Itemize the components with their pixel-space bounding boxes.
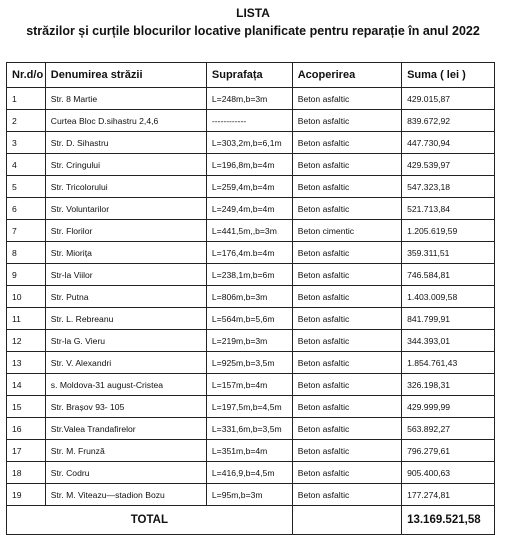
table-row bbox=[7, 396, 495, 418]
cell-area: L=416,9,b=4,5m bbox=[206, 462, 292, 484]
cell-sum: 521.713,84 bbox=[402, 198, 495, 220]
cell-street: Str. Voluntarilor bbox=[45, 198, 206, 220]
cell-area: L=95m,b=3m bbox=[206, 484, 292, 506]
table-row bbox=[7, 374, 495, 396]
cell-nr: 1 bbox=[7, 88, 46, 110]
cell-street: Str. Miorița bbox=[45, 242, 206, 264]
cell-area: L=238,1m,b=6m bbox=[206, 264, 292, 286]
cell-street: Str. M. Frunză bbox=[45, 440, 206, 462]
table-row bbox=[7, 198, 495, 220]
cell-nr: 7 bbox=[7, 220, 46, 242]
cell-area: L=197,5m,b=4,5m bbox=[206, 396, 292, 418]
cell-street: Curtea Bloc D.sihastru 2,4,6 bbox=[45, 110, 206, 132]
table-body bbox=[7, 88, 495, 506]
cell-street: Str.Valea Trandafirelor bbox=[45, 418, 206, 440]
cell-nr: 9 bbox=[7, 264, 46, 286]
cell-street: Str. L. Rebreanu bbox=[45, 308, 206, 330]
cell-cover: Beton asfaltic bbox=[292, 374, 401, 396]
cell-cover: Beton asfaltic bbox=[292, 352, 401, 374]
cell-cover: Beton asfaltic bbox=[292, 154, 401, 176]
cell-area: L=196,8m,b=4m bbox=[206, 154, 292, 176]
cell-cover: Beton asfaltic bbox=[292, 308, 401, 330]
document-subtitle: străzilor și curțile blocurilor locative planificate pentru reparație în anul 2022 bbox=[26, 24, 480, 38]
cell-cover: Beton asfaltic bbox=[292, 462, 401, 484]
table-row bbox=[7, 264, 495, 286]
cell-sum: 905.400,63 bbox=[402, 462, 495, 484]
cell-sum: 563.892,27 bbox=[402, 418, 495, 440]
total-spacer bbox=[292, 506, 401, 535]
cell-area: L=219m,b=3m bbox=[206, 330, 292, 352]
table-row bbox=[7, 484, 495, 506]
header-nr: Nr.d/o bbox=[7, 63, 46, 88]
header-area: Suprafața bbox=[206, 63, 292, 88]
table-header-row bbox=[7, 63, 495, 88]
table-row bbox=[7, 220, 495, 242]
cell-sum: 547.323,18 bbox=[402, 176, 495, 198]
cell-cover: Beton asfaltic bbox=[292, 396, 401, 418]
cell-nr: 15 bbox=[7, 396, 46, 418]
table-row bbox=[7, 330, 495, 352]
cell-sum: 1.205.619,59 bbox=[402, 220, 495, 242]
cell-nr: 5 bbox=[7, 176, 46, 198]
cell-nr: 19 bbox=[7, 484, 46, 506]
cell-nr: 12 bbox=[7, 330, 46, 352]
cell-cover: Beton asfaltic bbox=[292, 484, 401, 506]
cell-area: L=176,4m.b=4m bbox=[206, 242, 292, 264]
cell-area: L=331,6m,b=3,5m bbox=[206, 418, 292, 440]
document-title: LISTA bbox=[236, 6, 270, 20]
cell-sum: 746.584,81 bbox=[402, 264, 495, 286]
cell-nr: 10 bbox=[7, 286, 46, 308]
table-row bbox=[7, 242, 495, 264]
cell-street: Str. Putna bbox=[45, 286, 206, 308]
table-row bbox=[7, 154, 495, 176]
cell-street: Str. V. Alexandri bbox=[45, 352, 206, 374]
cell-sum: 839.672,92 bbox=[402, 110, 495, 132]
cell-sum: 841.799,91 bbox=[402, 308, 495, 330]
cell-area: ------------ bbox=[206, 110, 292, 132]
cell-street: Str. Brașov 93- 105 bbox=[45, 396, 206, 418]
cell-nr: 16 bbox=[7, 418, 46, 440]
cell-cover: Beton cimentic bbox=[292, 220, 401, 242]
cell-nr: 8 bbox=[7, 242, 46, 264]
cell-area: L=303,2m,b=6,1m bbox=[206, 132, 292, 154]
cell-sum: 326.198,31 bbox=[402, 374, 495, 396]
cell-street: Str-la G. Vieru bbox=[45, 330, 206, 352]
cell-area: L=249,4m,b=4m bbox=[206, 198, 292, 220]
cell-sum: 447.730,94 bbox=[402, 132, 495, 154]
table-row bbox=[7, 176, 495, 198]
cell-street: Str. M. Viteazu—stadion Bozu bbox=[45, 484, 206, 506]
streets-table bbox=[6, 62, 495, 535]
cell-nr: 14 bbox=[7, 374, 46, 396]
cell-cover: Beton asfaltic bbox=[292, 264, 401, 286]
cell-cover: Beton asfaltic bbox=[292, 418, 401, 440]
cell-area: L=248m,b=3m bbox=[206, 88, 292, 110]
cell-street: Str-la Viilor bbox=[45, 264, 206, 286]
cell-sum: 1.403.009,58 bbox=[402, 286, 495, 308]
table-row bbox=[7, 132, 495, 154]
table-row bbox=[7, 88, 495, 110]
cell-area: L=441,5m,,b=3m bbox=[206, 220, 292, 242]
cell-street: Str. Cringului bbox=[45, 154, 206, 176]
cell-street: Str. Florilor bbox=[45, 220, 206, 242]
cell-area: L=806m,b=3m bbox=[206, 286, 292, 308]
total-row bbox=[7, 506, 495, 535]
cell-cover: Beton asfaltic bbox=[292, 198, 401, 220]
cell-area: L=157m,b=4m bbox=[206, 374, 292, 396]
cell-street: s. Moldova-31 august-Cristea bbox=[45, 374, 206, 396]
cell-street: Str. 8 Martie bbox=[45, 88, 206, 110]
cell-nr: 6 bbox=[7, 198, 46, 220]
cell-sum: 1.854.761,43 bbox=[402, 352, 495, 374]
table-row bbox=[7, 286, 495, 308]
cell-area: L=925m,b=3,5m bbox=[206, 352, 292, 374]
table-row bbox=[7, 462, 495, 484]
cell-cover: Beton asfaltic bbox=[292, 286, 401, 308]
cell-sum: 177.274,81 bbox=[402, 484, 495, 506]
cell-street: Str. D. Sihastru bbox=[45, 132, 206, 154]
cell-nr: 2 bbox=[7, 110, 46, 132]
cell-area: L=259,4m,b=4m bbox=[206, 176, 292, 198]
cell-nr: 11 bbox=[7, 308, 46, 330]
header-street: Denumirea străzii bbox=[45, 63, 206, 88]
table-row bbox=[7, 110, 495, 132]
cell-cover: Beton asfaltic bbox=[292, 88, 401, 110]
cell-cover: Beton asfaltic bbox=[292, 176, 401, 198]
cell-nr: 3 bbox=[7, 132, 46, 154]
cell-cover: Beton asfaltic bbox=[292, 110, 401, 132]
total-sum: 13.169.521,58 bbox=[402, 506, 495, 535]
table-row bbox=[7, 352, 495, 374]
table-row bbox=[7, 418, 495, 440]
table-row bbox=[7, 440, 495, 462]
cell-cover: Beton asfaltic bbox=[292, 242, 401, 264]
cell-sum: 429.999,99 bbox=[402, 396, 495, 418]
cell-street: Str. Codru bbox=[45, 462, 206, 484]
total-label: TOTAL bbox=[7, 506, 293, 535]
cell-cover: Beton asfaltic bbox=[292, 440, 401, 462]
header-cover: Acoperirea bbox=[292, 63, 401, 88]
cell-cover: Beton asfaltic bbox=[292, 132, 401, 154]
cell-nr: 13 bbox=[7, 352, 46, 374]
cell-area: L=564m,b=5,6m bbox=[206, 308, 292, 330]
cell-area: L=351m,b=4m bbox=[206, 440, 292, 462]
cell-nr: 4 bbox=[7, 154, 46, 176]
cell-sum: 344.393,01 bbox=[402, 330, 495, 352]
cell-street: Str. Tricolorului bbox=[45, 176, 206, 198]
header-sum: Suma ( lei ) bbox=[402, 63, 495, 88]
cell-nr: 17 bbox=[7, 440, 46, 462]
cell-cover: Beton asfaltic bbox=[292, 330, 401, 352]
cell-sum: 429.539,97 bbox=[402, 154, 495, 176]
table-row bbox=[7, 308, 495, 330]
cell-nr: 18 bbox=[7, 462, 46, 484]
cell-sum: 796.279,61 bbox=[402, 440, 495, 462]
cell-sum: 359.311,51 bbox=[402, 242, 495, 264]
cell-sum: 429.015,87 bbox=[402, 88, 495, 110]
